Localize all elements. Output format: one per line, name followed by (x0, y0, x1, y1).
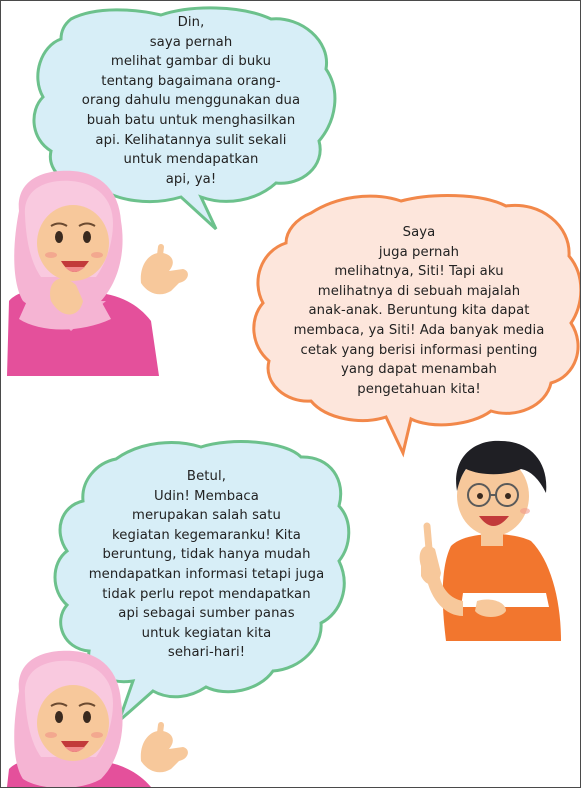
dialog-2-text: Saya juga pernah melihatnya, Siti! Tapi aku melihatnya di sebuah majalah anak-anak. Beruntung kita dapat membaca, ya Siti! Ada banyak media cetak yang berisi informasi penting yang dapat menambah pengetahuan kita! (293, 225, 545, 397)
dialog-1-text: Din, saya pernah melihat gambar di buku tentang bagaimana orang- orang dahulu menggunakan dua buah batu untuk menghasilkan api. Kelihatannya sulit sekali untuk mendapatkan api, ya! (81, 15, 301, 187)
dialog-3-text: Betul, Udin! Membaca merupakan salah satu kegiatan kegemaranku! Kita beruntung, tidak hanya mudah mendapatkan informasi tetapi juga tidak perlu repot mendapatkan api sebagai sumber panas untuk kegiatan kita sehari-hari! (88, 469, 325, 661)
siti-character-bottom (1, 1, 581, 788)
